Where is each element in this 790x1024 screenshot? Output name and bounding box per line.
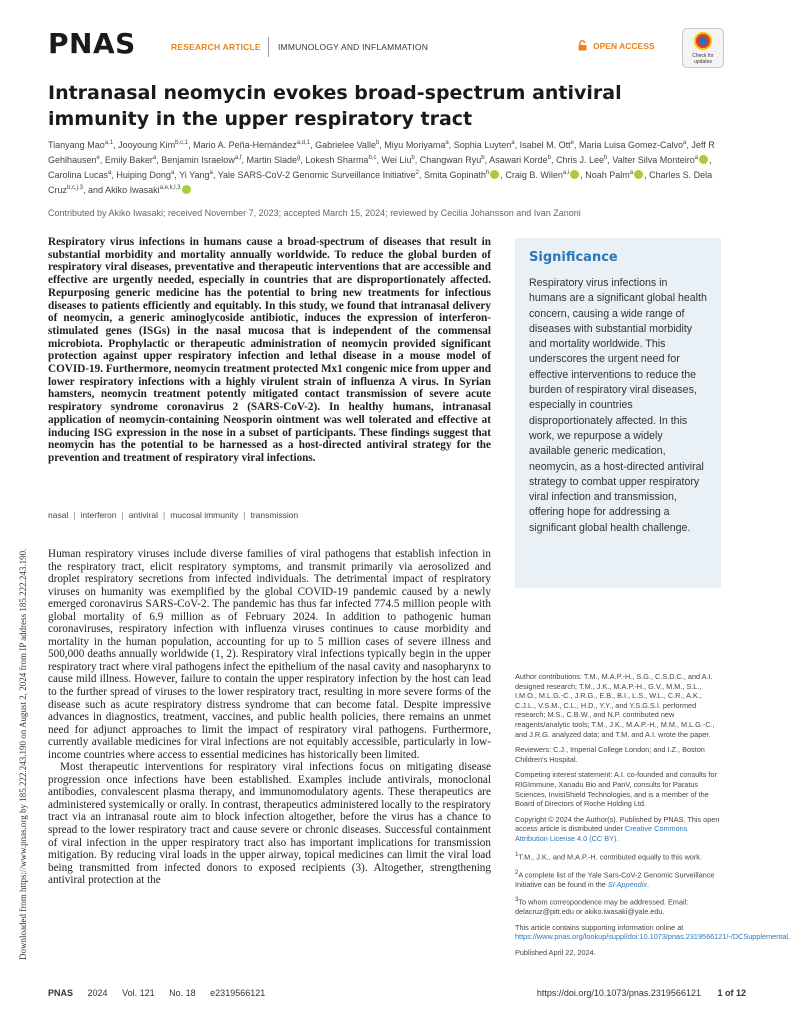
supporting-info-text: This article contains supporting information online at [515, 922, 684, 932]
author-name[interactable]: Asawari Korde [489, 155, 548, 165]
keyword[interactable]: mucosal immunity [170, 510, 239, 520]
author-name[interactable]: Yi Yang [179, 170, 210, 180]
author-contributions: Author contributions: T.M., M.A.P.-H., S.G., C.S.D.C., and A.I. designed research; T.M., J.K., M.A.P.-H., G.V., M.M., S.L., I.M.O., M.L.G.-C., J.R.G., E.B., B.I., L.S., W.L., C.R., A.K., C.J.L., V.S.M., C.L., H.D., Y.Y., and Y.S.G.S.I. performed research; M.S., C.B.W., and N.P. contributed new reagents/analytic tools; T.M., J.K., M.A.P.-H., M.M., M.L.G.-C., and J.R.G. analyzed data; and T.M. and A.I. wrote the paper. [515, 672, 715, 739]
affiliation-marker: b,c,j,3 [67, 185, 84, 191]
author-name[interactable]: Akiko Iwasaki [105, 185, 160, 195]
open-lock-icon [578, 40, 587, 51]
significance-text: Respiratory virus infections in humans are a significant global health concern, causing a wide range of diseases with substantial morbidity and mortality worldwide. This underscores the urgent need for effective interventions to reduce the burden of respiratory viral diseases, especially in countries disproportionately affected. In this work, we repurpose a widely available generic medication, neomycin, as a host-directed antiviral strategy to combat upper respiratory viral infection and transmission, offering hope for addressing a significant global health challenge. [529, 277, 707, 534]
author-name[interactable]: Sophia Luyten [453, 140, 512, 150]
affiliation-marker: a [511, 140, 515, 146]
copyright-text: Copyright © 2024 the Author(s). Published by PNAS. This open access article is distributed under [515, 814, 720, 834]
contributed-line: Contributed by Akiko Iwasaki; received November 7, 2023; accepted March 15, 2024; reviewed by Cecilia Johansson and Ivan Zanoni [48, 208, 581, 218]
copyright-note [515, 815, 721, 844]
doi-link[interactable]: https://doi.org/10.1073/pnas.2319566121 [536, 988, 701, 998]
author-name[interactable]: Benjamin Israelow [161, 155, 235, 165]
keyword[interactable]: interferon [80, 510, 117, 520]
affiliation-marker: b [547, 155, 551, 161]
page-number: 1 of 12 [717, 988, 746, 998]
section-label[interactable]: IMMUNOLOGY AND INFLAMMATION [278, 42, 429, 52]
affiliation-marker: b [411, 155, 415, 161]
keyword[interactable]: antiviral [128, 510, 158, 520]
header-divider [268, 37, 269, 57]
crossmark-icon [694, 32, 712, 50]
footer-volume: Vol. 121 [122, 988, 155, 998]
affiliation-marker: a [108, 170, 112, 176]
keyword-list [48, 510, 491, 520]
author-name[interactable]: Jeff R Gehlhausen [48, 140, 715, 165]
footnote-3-text: To whom correspondence may be addressed. Email: delacruz@pitt.edu or akiko.iwasaki@yale.edu. [515, 897, 689, 917]
author-name[interactable]: Miyu Moriyama [384, 140, 446, 150]
competing-interest: Competing interest statement: A.I. co-founded and consults for RIGImmune, Xanadu Bio and PanV, consults for Paratus Sciences, InvisiShield Technologies, and is a member of the Board of Directors of Roche Holding Ltd. [515, 770, 717, 809]
journal-logo[interactable]: PNAS [48, 27, 136, 60]
author-name[interactable]: Changwan Ryu [419, 155, 482, 165]
author-name[interactable]: Valter Silva Monteiro [612, 155, 695, 165]
author-name[interactable]: Smita Gopinath [423, 170, 487, 180]
open-access-label: OPEN ACCESS [593, 40, 655, 51]
affiliation-marker: h [486, 170, 490, 176]
supporting-info [515, 922, 790, 942]
footnote-3: $^3$To whom correspondence may be addressed. Email: delacruz@pitt.edu or akiko.iwasaki@yale.edu. [515, 896, 689, 917]
affiliation-marker: a [629, 170, 634, 176]
check-for-updates-button[interactable] [682, 28, 724, 68]
footer-right [537, 988, 746, 998]
orcid-icon[interactable] [634, 170, 643, 179]
significance-title: Significance [529, 250, 618, 265]
open-access-badge[interactable] [578, 40, 655, 51]
affiliation-marker: a [445, 140, 449, 146]
author-name[interactable]: Isabel M. Ott [519, 140, 571, 150]
orcid-icon[interactable] [490, 170, 499, 179]
affiliation-marker: a,f [234, 155, 242, 161]
published-date: Published April 22, 2024. [515, 947, 596, 957]
affiliation-marker: a [209, 170, 213, 176]
body-text [48, 548, 491, 887]
keyword[interactable]: nasal [48, 510, 69, 520]
supporting-info-end: . [788, 932, 790, 942]
author-name[interactable]: Maria Luisa Gomez-Calvo [578, 140, 684, 150]
affiliation-marker: 2 [415, 170, 419, 176]
footnote-2-text: A complete list of the Yale Sars-CoV-2 Genomic Surveillance Initiative can be found in the [515, 869, 715, 889]
affiliation-marker: a [683, 140, 687, 146]
keyword-separator: | [73, 510, 76, 520]
abstract: Respiratory virus infections in humans cause a broad-spectrum of diseases that result in substantial morbidity and mortality annually worldwide. To reduce the global burden of respiratory viral diseases, preventative and therapeutic interventions that are accessible and effective are urgently needed, especially in countries that are disproportionately affected. Repurposing generic medicine has the potential to bring new treatments for infectious diseases to patients efficiently and equitably. In this study, we found that intranasal delivery of neomycin, a generic aminoglycoside antibiotic, induces the expression of interferon-stimulated genes (ISGs) in the nasal mucosa that is independent of the commensal microbiota. Prophylactic or therapeutic administration of neomycin provided significant protection against upper respiratory infection and lethal disease in a mouse model of COVID-19. Furthermore, neomycin treatment protected Mx1 congenic mice from upper and lower respiratory infections with a highly virulent strain of influenza A virus. In Syrian hamsters, neomycin treatment potently mitigated contact transmission of severe acute respiratory syndrome coronavirus 2 (SARS-CoV-2). In healthy humans, intranasal application of neomycin-containing Neosporin ointment was well tolerated and effective at inducing ISG expression in the nose in a subset of participants. These findings suggest that neomycin has the potential to be harnessed as a host-directed antiviral strategy for the prevention and treatment of respiratory viral infections. [48, 236, 491, 464]
author-name[interactable]: Wei Liu [381, 155, 412, 165]
body-paragraph: Most therapeutic interventions for respiratory viral infections focus on mitigating disease progression once infections have been established. Examples include antivirals, monoclonal antibodies, convalescent plasma therapy, and immunomodulatory agents. These therapeutics are administered systemically or orally. In contrast, therapeutics administered locally to the respiratory tract via an intranasal route aim to block infection altogether, before the virus has a chance to spread to the lower respiratory tract and cause severe or chronic diseases. Successful containment of viral infection in the upper respiratory tract also has important implications for transmission mitigation. By reducing viral loads in the upper airway, topical medicines can limit the viral load being transmitted from infected donors to exposed recipients (3). Altogether, strengthening antiviral protection at the [48, 761, 491, 887]
author-list: Tianyang Mao$^{a,1}$, Jooyoung Kim$^{b,c,1}$, Mario A. Peña-Hernández$^{a,d,1}$, Gabrielee Valle$^b$, Miyu Moriyama$^a$, Sophia Luyten$^a$, Isabel M. Ott$^e$, Maria Luisa Gomez-Calvo$^a$, Jeff R Gehlhausen$^e$, Emily Baker$^a$, Benjamin Israelow$^{a,f}$, Martin Slade$^g$, Lokesh Sharma$^{b,c}$, Wei Liu$^b$, Changwan Ryu$^b$, Asawari Korde$^b$, Chris J. Lee$^b$, Valter Silva Monteiro$^a$ , Carolina Lucas$^a$, Huiping Dong$^a$, Yi Yang$^a$, Yale SARS-CoV-2 Genomic Surveillance Initiative$^2$, Smita Gopinath$^h$ , Craig B. Wilen$^{a,i}$ , Noah Palm$^a$ , Charles S. Dela Cruz$^{b,c,j,3}$, and Akiko Iwasaki$^{a,e,k,l,3}$ [48, 140, 715, 195]
affiliation-marker: e [570, 140, 574, 146]
orcid-icon[interactable] [182, 185, 191, 194]
affiliation-marker: b,c,1 [175, 140, 189, 146]
author-name[interactable]: Lokesh Sharma [305, 155, 369, 165]
side-notes [515, 672, 790, 964]
affiliation-marker: a,d,1 [296, 140, 311, 146]
reviewers-note: Reviewers: C.J., Imperial College London; and I.Z., Boston Children's Hospital. [515, 745, 705, 764]
author-name[interactable]: Jooyoung Kim [118, 140, 176, 150]
footer-article-id: e2319566121 [210, 988, 266, 998]
footnote-1-text: T.M., J.K., and M.A.P.-H. contributed equally to this work. [518, 851, 702, 861]
author-name[interactable]: Chris J. Lee [556, 155, 605, 165]
keyword[interactable]: transmission [250, 510, 299, 520]
author-name[interactable]: Gabrielee Valle [315, 140, 376, 150]
footnote-2-end: . [646, 879, 650, 889]
affiliation-marker: a,i [562, 170, 570, 176]
si-appendix-link[interactable]: SI Appendix [607, 879, 647, 889]
affiliation-marker: a [694, 155, 699, 161]
author-name[interactable]: Mario A. Peña-Hernández [193, 140, 297, 150]
affiliation-marker: a,e,k,l,3 [159, 185, 181, 191]
author-name[interactable]: Tianyang Mao [48, 140, 105, 150]
keyword-separator: | [162, 510, 166, 520]
significance-box [515, 238, 721, 588]
affiliation-marker: b [604, 155, 608, 161]
author-name[interactable]: Huiping Dong [116, 170, 171, 180]
check-for-updates-label: Check for updates [692, 53, 714, 65]
author-name[interactable]: Noah Palm [585, 170, 630, 180]
author-name[interactable]: Martin Slade [246, 155, 298, 165]
affiliation-marker: a [152, 155, 157, 161]
keyword-separator: | [243, 510, 246, 520]
affiliation-marker: a [170, 170, 175, 176]
affiliation-marker: b [481, 155, 485, 161]
footnote-1: $^1$T.M., J.K., and M.A.P.-H. contributed equally to this work. [515, 850, 702, 861]
orcid-icon[interactable] [570, 170, 579, 179]
affiliation-marker: b [375, 140, 380, 146]
author-name[interactable]: Craig B. Wilen [505, 170, 563, 180]
article-type-label: RESEARCH ARTICLE [171, 42, 261, 52]
download-stamp: Downloaded from https://www.pnas.org by 185.222.243.190 on August 2, 2024 from IP address 185.222.243.190. [18, 548, 28, 960]
affiliation-marker: a,1 [104, 140, 114, 146]
affiliation-marker: b,c [368, 155, 377, 161]
author-name[interactable]: Emily Baker [104, 155, 153, 165]
footer-issue: No. 18 [169, 988, 196, 998]
keyword-separator: | [121, 510, 124, 520]
author-name[interactable]: Charles S. Dela Cruz [48, 170, 713, 195]
license-link[interactable]: Creative Commons Attribution License 4.0 (CC BY). [515, 824, 688, 843]
footnote-2: $^2$A complete list of the Yale Sars-CoV-2 Genomic Surveillance Initiative can be found in the SI Appendix. [515, 868, 715, 889]
footer-year: 2024 [87, 988, 108, 998]
orcid-icon[interactable] [699, 155, 708, 164]
supplemental-link[interactable]: https://www.pnas.org/lookup/suppl/doi:10.1073/pnas.2319566121/-/DCSupplemental [515, 932, 789, 942]
footer-journal: PNAS [48, 988, 74, 998]
article-title: Intranasal neomycin evokes broad-spectrum antiviral immunity in the upper respiratory tract [48, 82, 622, 130]
body-paragraph: Human respiratory viruses include diverse families of viral pathogens that establish infection in the respiratory tract, elicit respiratory symptoms, and transmit primarily via aerosolized and droplet respiratory secretions from infected individuals. The detrimental impact of respiratory viruses on humanity was exemplified by the global COVID-19 pandemic caused by a newly emerged coronavirus SARS-CoV-2. The pandemic has thus far infected 774.5 million people with global mortality of 6.9 million as of February 2024. In addition to pathogenic human coronaviruses, respiratory infection with influenza viruses continues to cause morbidity and mortality in the human population, accounting for up to 5 million cases of severe illness and 500,000 deaths annually worldwide (1, 2). Respiratory viral infections typically begin in the upper respiratory tract where viral pathogens infect the epithelium of the nasal cavity and nasopharynx to cause mild illness. However, failure to contain the upper respiratory infection by the host can lead to the further spread of viruses to the lower respiratory tract, resulting in more severe forms of the disease such as acute respiratory distress syndrome that can become fatal. Despite impressive advances in diagnostics, treatment, vaccines, and public health policies, there remains an unmet need for adjunct approaches to limit the impact of respiratory viral pathogens. Furthermore, currently available medicines for viral infections are not equitably accessible, particularly in low-income countries where access to essential medicines has historically been limited. [48, 548, 491, 761]
author-name[interactable]: Carolina Lucas [48, 170, 109, 180]
affiliation-marker: e [96, 155, 100, 161]
affiliation-marker: g [297, 155, 301, 161]
author-name[interactable]: Yale SARS-CoV-2 Genomic Surveillance Initiative [217, 170, 416, 180]
